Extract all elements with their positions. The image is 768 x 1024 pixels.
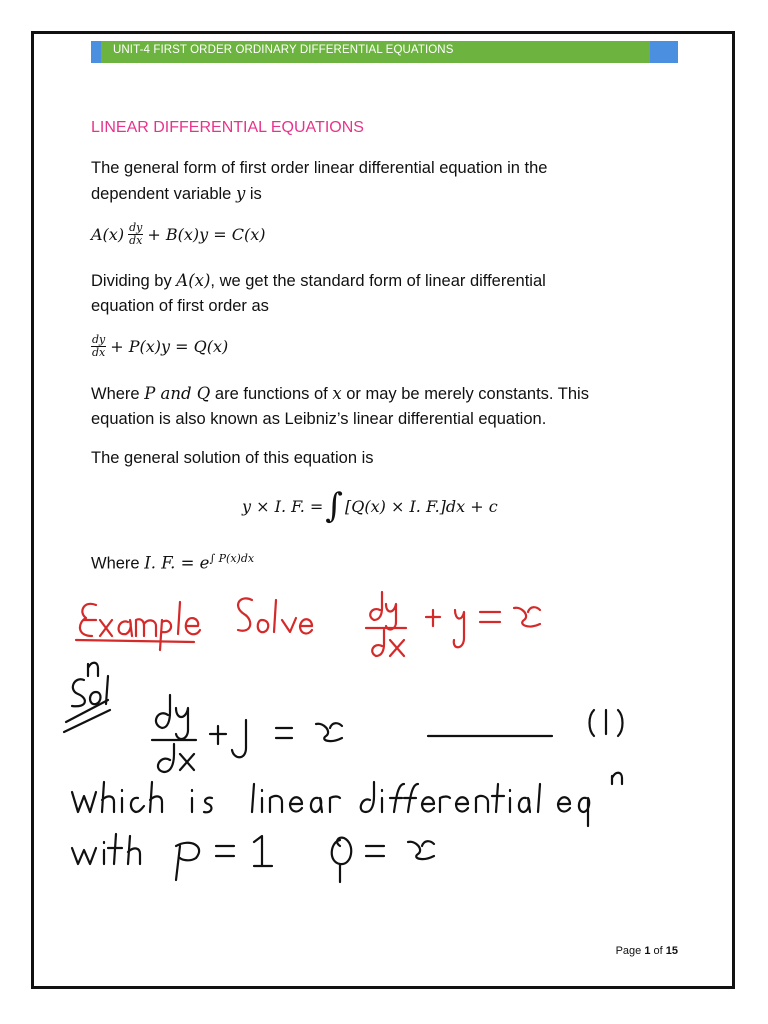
- eq1-left: A(x): [91, 225, 125, 244]
- if-expression: I. F. = e: [144, 553, 210, 573]
- eq1-denominator: dx: [129, 234, 143, 247]
- eq1-right: + B(x)y = C(x): [147, 225, 266, 244]
- total-pages: 15: [665, 945, 678, 957]
- section-heading: LINEAR DIFFERENTIAL EQUATIONS: [91, 119, 364, 136]
- eq1-numerator: dy: [129, 221, 143, 234]
- eq2-denominator: dx: [92, 346, 106, 359]
- var-A: A(x): [176, 271, 211, 290]
- p3-start: Where: [91, 385, 145, 403]
- p2-line2: equation of first order as: [91, 297, 269, 315]
- var-x: x: [332, 384, 342, 403]
- p3-end: or may be merely constants. This: [341, 385, 589, 403]
- handwritten-solution-lines: [64, 663, 623, 882]
- eq2-numerator: dy: [92, 333, 106, 346]
- p1-end: is: [245, 185, 262, 203]
- integral-sign: ∫: [325, 486, 344, 526]
- if-exponent: ∫ P(x)dx: [209, 552, 255, 565]
- current-page: 1: [644, 945, 651, 957]
- p2-start: Dividing by: [91, 272, 177, 290]
- var-pq: P and Q: [144, 384, 211, 403]
- eq3-right: [Q(x) × I. F.]dx + c: [345, 496, 498, 516]
- page-footer: [616, 945, 678, 957]
- var-y: y: [235, 184, 246, 203]
- p3-mid: are functions of: [210, 385, 333, 403]
- footer-of: of: [650, 945, 666, 957]
- p2-end: , we get the standard form of linear differential: [210, 272, 546, 290]
- p5-start: Where: [91, 554, 145, 573]
- footer-prefix: Page: [615, 945, 645, 957]
- p1-line1: The general form of first order linear differential equation in the: [91, 159, 548, 177]
- handwritten-example-line: [76, 592, 540, 656]
- eq2-right: + P(x)y = Q(x): [110, 337, 229, 356]
- p1-text: dependent variable: [91, 185, 236, 203]
- eq3-left: y × I. F. =: [242, 496, 324, 516]
- unit-title: UNIT-4 FIRST ORDER ORDINARY DIFFERENTIAL EQUATIONS: [113, 44, 454, 56]
- paragraph-general-solution: The general solution of this equation is: [91, 449, 374, 467]
- p3-line2: equation is also known as Leibniz’s linear differential equation.: [91, 410, 547, 428]
